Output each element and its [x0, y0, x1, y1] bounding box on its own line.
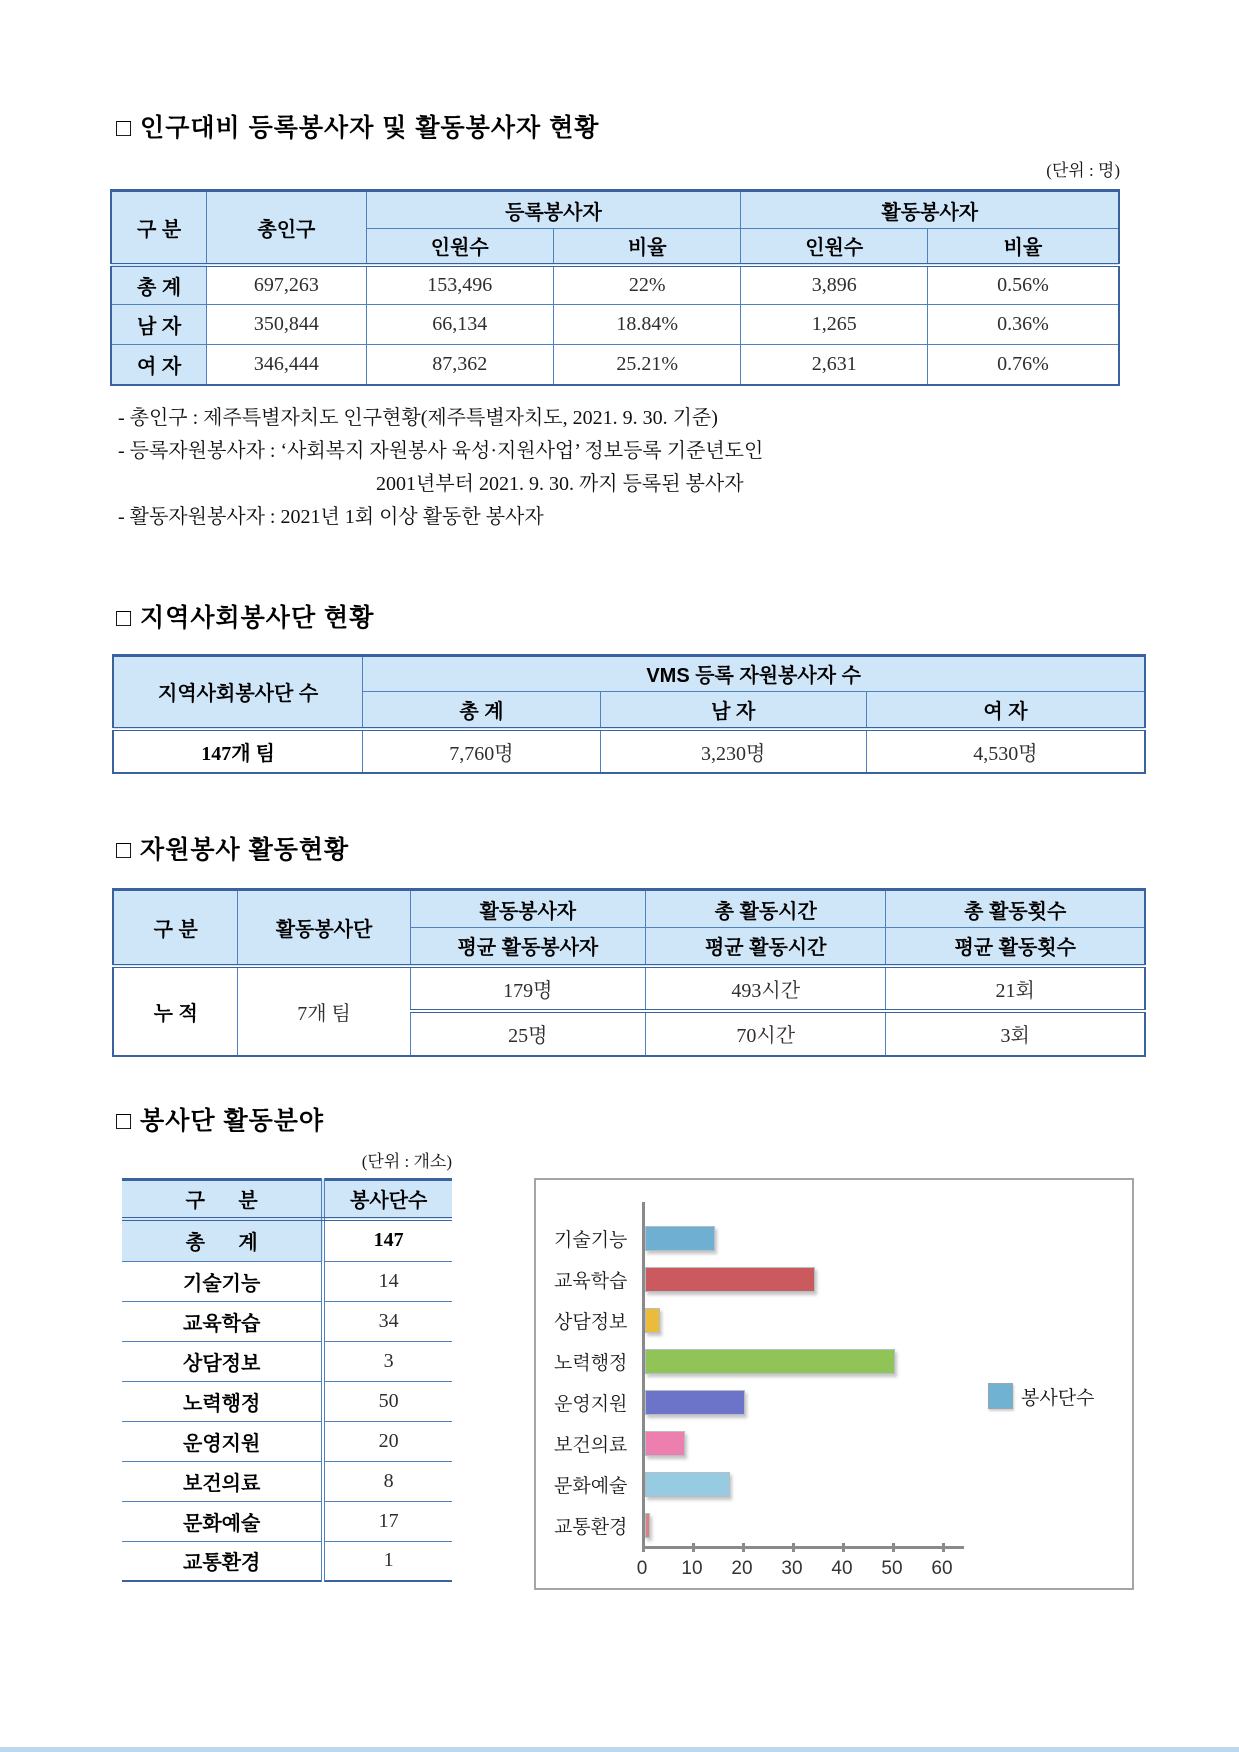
activity-status-table: [112, 888, 1146, 1057]
chart-bars: [554, 1202, 954, 1546]
next-page-edge: [0, 1747, 1239, 1752]
note-line: - 활동자원봉사자 : 2021년 1회 이상 활동한 봉사자: [118, 505, 544, 528]
cell-volunteers-avg: 25명: [410, 1011, 645, 1056]
row-label: 문화예술: [122, 1501, 323, 1541]
cell-act-count: 3,896: [741, 265, 927, 305]
table-row: [122, 1381, 452, 1421]
bar-row: [554, 1382, 954, 1423]
category-label: 노력행정: [554, 1352, 628, 1374]
x-axis: [636, 1546, 964, 1579]
cell-reg-count: 66,134: [366, 305, 553, 345]
note-line: - 등록자원봉사자 : ‘사회복지 자원봉사 육성·지원사업’ 정보등록 기준년도인: [118, 439, 764, 462]
category-label: 운영지원: [554, 1393, 628, 1415]
table-row: [122, 1421, 452, 1461]
section4-columns: [110, 1178, 1239, 1590]
row-label: 노력행정: [122, 1381, 323, 1421]
bar-row: [554, 1218, 954, 1259]
row-label: 기술기능: [122, 1261, 323, 1301]
bar-기술기능: [645, 1226, 715, 1251]
chart-legend: [988, 1383, 1094, 1410]
col-header-counts: 총 활동횟수: [886, 890, 1145, 928]
bar-track: [642, 1464, 954, 1505]
row-label: 남 자: [111, 305, 207, 345]
row-label: 교통환경: [122, 1541, 323, 1581]
activity-field-table-wrap: [122, 1178, 452, 1583]
cell-count: 14: [323, 1261, 452, 1301]
cell-female: 4,530명: [866, 729, 1145, 773]
col-header-team: 활동봉사단: [238, 890, 410, 966]
bar-track: [642, 1259, 954, 1300]
cell-count: 20: [323, 1421, 452, 1461]
note-line-continuation: 2001년부터 2021. 9. 30. 까지 등록된 봉사자: [376, 472, 744, 495]
cell-population: 697,263: [207, 265, 366, 305]
cell-reg-ratio: 18.84%: [553, 305, 740, 345]
cell-count: 50: [323, 1381, 452, 1421]
cell-total: 7,760명: [363, 729, 600, 773]
bar-row: [554, 1300, 954, 1341]
x-tick: [692, 1543, 695, 1552]
col-header-female: 여 자: [866, 691, 1145, 729]
bar-교통환경: [645, 1513, 650, 1538]
bar-row: [554, 1505, 954, 1546]
x-tick-label: 20: [731, 1557, 753, 1579]
cell-counts-avg: 3회: [886, 1011, 1145, 1056]
col-header-count: 봉사단수: [323, 1179, 452, 1219]
row-label: 운영지원: [122, 1421, 323, 1461]
cell-count: 1: [323, 1541, 452, 1581]
category-label: 기술기능: [554, 1229, 628, 1251]
bar-row: [554, 1259, 954, 1300]
section4-unit-label: (단위 : 개소): [361, 1151, 452, 1171]
cell-volunteers: 179명: [410, 966, 645, 1011]
bar-보건의료: [645, 1431, 685, 1456]
section1-title: □ 인구대비 등록봉사자 및 활동봉사자 현황: [116, 114, 600, 142]
table-row-male: [111, 305, 1119, 345]
cell-act-count: 1,265: [741, 305, 927, 345]
cell-population: 350,844: [207, 305, 366, 345]
footnotes: [118, 402, 1239, 534]
cell-reg-count: 87,362: [366, 345, 553, 385]
cell-count: 8: [323, 1461, 452, 1501]
note-line: - 총인구 : 제주특별자치도 인구현황(제주특별자치도, 2021. 9. 30. 기준): [118, 406, 718, 429]
bar-track: [642, 1218, 954, 1259]
section1-unit-label: (단위 : 명): [1046, 161, 1120, 180]
community-corps-table: [112, 654, 1146, 775]
bar-track: [642, 1423, 954, 1464]
table-row: [122, 1461, 452, 1501]
cell-count: 17: [323, 1501, 452, 1541]
cell-hours: 493시간: [645, 966, 885, 1011]
col-header-hours: 총 활동시간: [645, 890, 885, 928]
section4-title: □ 봉사단 활동분야: [116, 1106, 325, 1135]
bar-상담정보: [645, 1308, 660, 1333]
cell-male: 3,230명: [600, 729, 866, 773]
table-row-female: [111, 345, 1119, 385]
bar-row: [554, 1423, 954, 1464]
col-header-act-count: 인원수: [741, 229, 927, 265]
row-label: 총 계: [122, 1219, 323, 1261]
table-row: [122, 1501, 452, 1541]
cell-reg-count: 153,496: [366, 265, 553, 305]
group-header-registered: 등록봉사자: [366, 191, 741, 229]
category-label: 보건의료: [554, 1434, 628, 1456]
col-header-reg-ratio: 비율: [553, 229, 740, 265]
col-header-teams: 지역사회봉사단 수: [113, 655, 363, 729]
group-header-active: 활동봉사자: [741, 191, 1119, 229]
row-label: 상담정보: [122, 1341, 323, 1381]
row-label: 누 적: [113, 966, 238, 1056]
row-label: 교육학습: [122, 1301, 323, 1341]
bar-track: [642, 1382, 954, 1423]
col-header-volunteers: 활동봉사자: [410, 890, 645, 928]
bar-교육학습: [645, 1267, 815, 1292]
bar-track: [642, 1300, 954, 1341]
col-header-reg-count: 인원수: [366, 229, 553, 265]
section3-title: □ 자원봉사 활동현황: [116, 836, 350, 864]
col-header-act-ratio: 비율: [927, 229, 1119, 265]
table-row-totals: [113, 966, 1145, 1011]
cell-act-count: 2,631: [741, 345, 927, 385]
bar-row: [554, 1464, 954, 1505]
cell-act-ratio: 0.56%: [927, 265, 1119, 305]
table-row: [122, 1301, 452, 1341]
legend-label: 봉사단수: [1021, 1387, 1095, 1409]
axis-spacer: [554, 1202, 954, 1218]
cell-population: 346,444: [207, 345, 366, 385]
row-label: 여 자: [111, 345, 207, 385]
col-header-volunteers-avg: 평균 활동봉사자: [410, 928, 645, 966]
col-header-total: 총 계: [363, 691, 600, 729]
cell-count: 34: [323, 1301, 452, 1341]
cell-count: 147: [323, 1219, 452, 1261]
cell-count: 3: [323, 1341, 452, 1381]
x-tick: [742, 1543, 745, 1552]
bar-문화예술: [645, 1472, 730, 1497]
cell-act-ratio: 0.36%: [927, 305, 1119, 345]
cell-hours-avg: 70시간: [645, 1011, 885, 1056]
x-tick: [792, 1543, 795, 1552]
col-header-population: 총인구: [207, 191, 366, 265]
cell-reg-ratio: 25.21%: [553, 345, 740, 385]
chart-box: [534, 1178, 1134, 1590]
x-tick-label: 10: [681, 1557, 703, 1579]
table-row: [122, 1541, 452, 1581]
x-tick-label: 60: [931, 1557, 953, 1579]
col-header-group: 구 분: [111, 191, 207, 265]
x-tick: [842, 1543, 845, 1552]
col-header-hours-avg: 평균 활동시간: [645, 928, 885, 966]
bar-row: [554, 1341, 954, 1382]
activity-field-table: [122, 1178, 452, 1583]
category-label: 교통환경: [554, 1516, 628, 1538]
cell-counts: 21회: [886, 966, 1145, 1011]
x-tick: [892, 1543, 895, 1552]
group-header-vms: VMS 등록 자원봉사자 수: [363, 655, 1145, 691]
col-header-counts-avg: 평균 활동횟수: [886, 928, 1145, 966]
cell-act-ratio: 0.76%: [927, 345, 1119, 385]
col-header-male: 남 자: [600, 691, 866, 729]
cell-teams: 147개 팀: [113, 729, 363, 773]
table-row: [122, 1261, 452, 1301]
table-row-total: [111, 265, 1119, 305]
col-header-group: 구 분: [113, 890, 238, 966]
category-label: 교육학습: [554, 1270, 628, 1292]
row-label: 보건의료: [122, 1461, 323, 1501]
bar-노력행정: [645, 1349, 895, 1374]
cell-reg-ratio: 22%: [553, 265, 740, 305]
x-tick: [642, 1543, 645, 1552]
row-label: 총 계: [111, 265, 207, 305]
x-tick-label: 40: [831, 1557, 853, 1579]
col-header-group: 구 분: [122, 1179, 323, 1219]
category-label: 상담정보: [554, 1311, 628, 1333]
x-tick: [942, 1543, 945, 1552]
x-tick-label: 0: [636, 1557, 648, 1579]
legend-swatch: [988, 1383, 1013, 1409]
category-label: 문화예술: [554, 1475, 628, 1497]
table-row: [122, 1341, 452, 1381]
table-row: [113, 729, 1145, 773]
x-tick-label: 50: [881, 1557, 903, 1579]
table-row-total: [122, 1219, 452, 1261]
bar-track: [642, 1341, 954, 1382]
bar-track: [642, 1505, 954, 1546]
cell-team-count: 7개 팀: [238, 966, 410, 1056]
bar-운영지원: [645, 1390, 745, 1415]
section2-title: □ 지역사회봉사단 현황: [116, 603, 375, 632]
x-tick-label: 30: [781, 1557, 803, 1579]
population-volunteer-table: [110, 189, 1120, 386]
